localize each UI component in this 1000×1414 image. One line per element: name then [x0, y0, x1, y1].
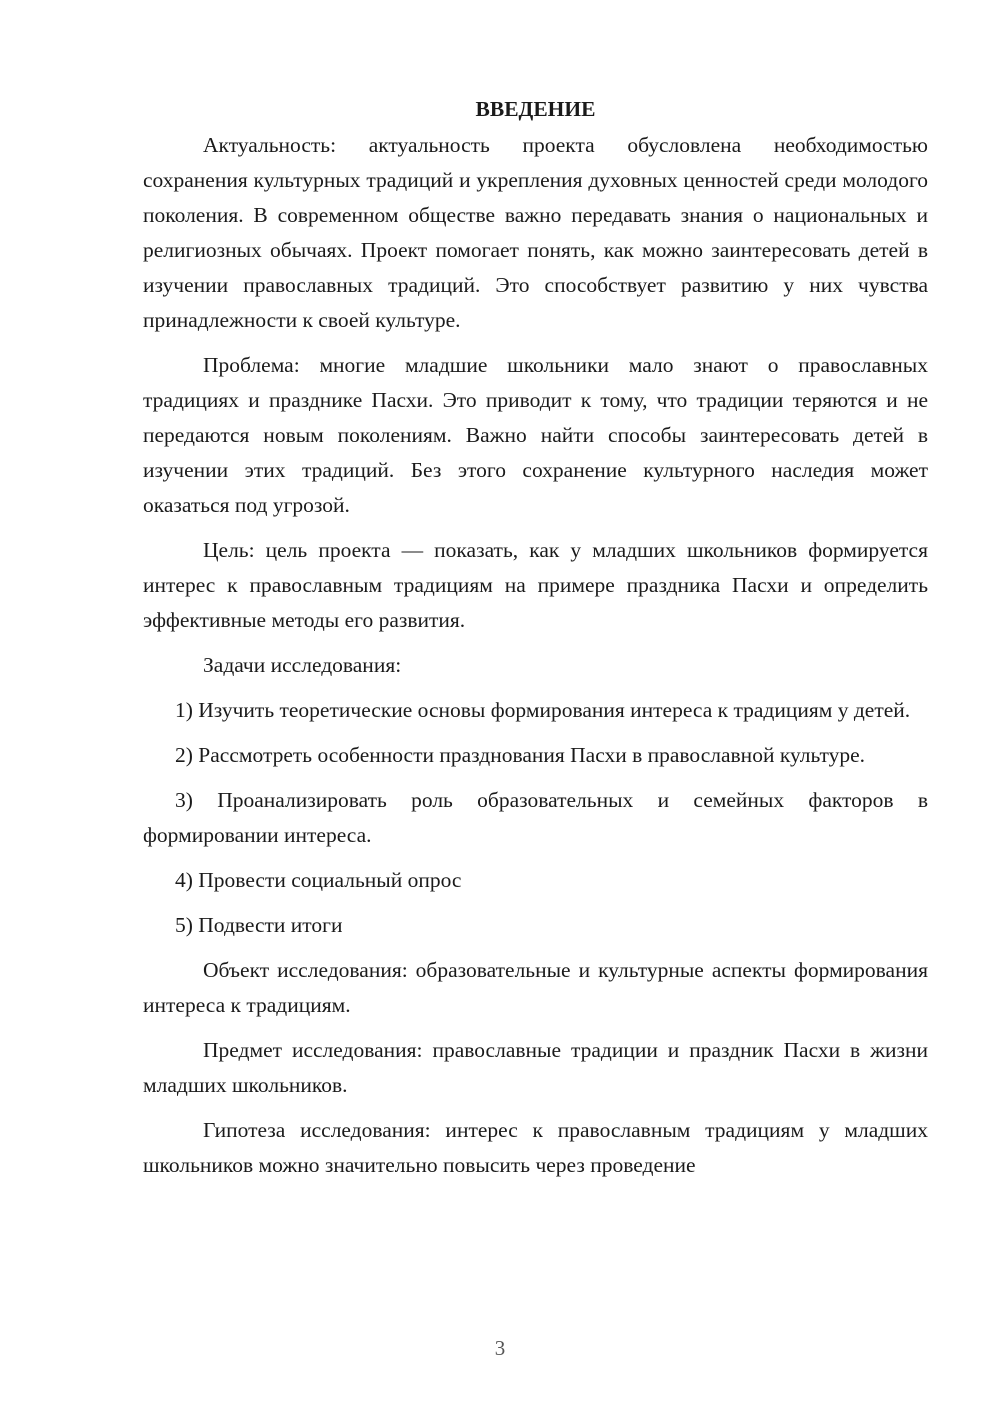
tasks-title: Задачи исследования:: [203, 653, 402, 677]
task-item: 1) Изучить теоретические основы формирования интереса к традициям у детей.: [175, 698, 911, 722]
paragraph-hypothesis: Гипотеза исследования: интерес к православным традициям у младших школьников можно значительно повысить через проведение: [143, 1118, 928, 1177]
task-item: 5) Подвести итоги: [175, 913, 343, 937]
task-item: 3) Проанализировать роль образовательных и семейных факторов в формировании интереса.: [143, 788, 928, 847]
paragraph-object: Объект исследования: образовательные и культурные аспекты формирования интереса к традициям.: [143, 958, 928, 1017]
paragraph-problem: Проблема: многие младшие школьники мало знают о православных традициях и празднике Пасхи. Это приводит к тому, что традиции теряются и не передаются новым поколениям. Важно найти способы заинтересовать детей в изучении этих традиций. Без этого сохранение культурного наследия может оказаться под угрозой.: [143, 353, 928, 517]
paragraph-relevance: Актуальность: актуальность проекта обусловлена необходимостью сохранения культурных традиций и укрепления духовных ценностей среди молодого поколения. В современном обществе важно передавать знания о национальных и религиозных обычаях. Проект помогает понять, как можно заинтересовать детей в изучении православных традиций. Это способствует развитию у них чувства принадлежности к своей культуре.: [143, 133, 928, 332]
document-page: [143, 92, 928, 1193]
paragraph-goal: Цель: цель проекта — показать, как у младших школьников формируется интерес к православным традициям на примере праздника Пасхи и определить эффективные методы его развития.: [143, 538, 928, 632]
paragraph-subject: Предмет исследования: православные традиции и праздник Пасхи в жизни младших школьников.: [143, 1038, 928, 1097]
page-number: 3: [494, 1336, 506, 1360]
task-item: 2) Рассмотреть особенности празднования Пасхи в православной культуре.: [175, 743, 866, 767]
task-item: 4) Провести социальный опрос: [175, 868, 462, 892]
document-heading: ВВЕДЕНИЕ: [475, 97, 596, 121]
